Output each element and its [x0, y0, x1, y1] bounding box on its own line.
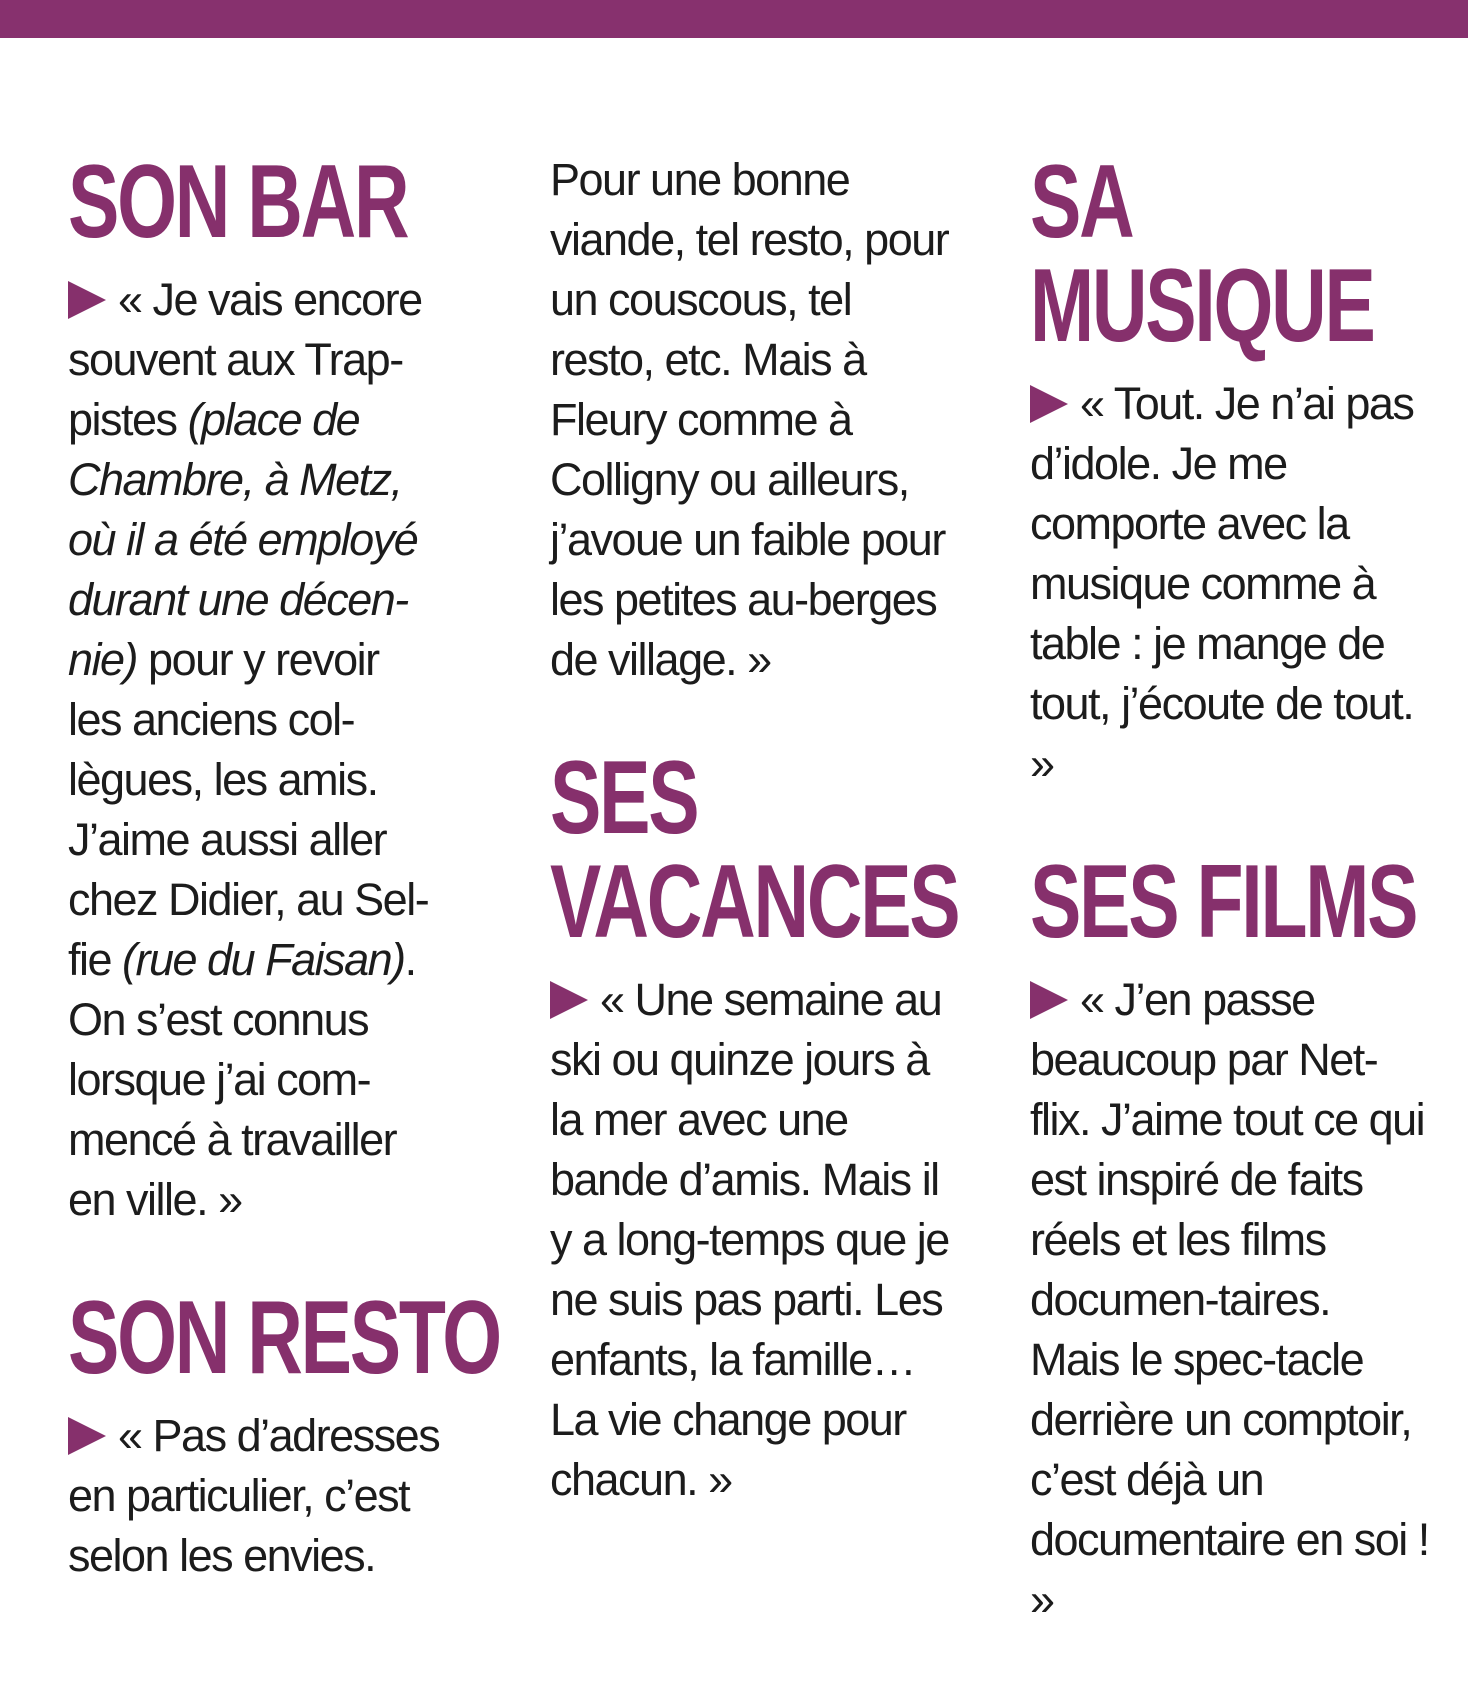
- triangle-marker-icon: [68, 1417, 106, 1455]
- heading-ses-vacances: SES VACANCES: [550, 740, 959, 960]
- column-1: [68, 144, 500, 1642]
- section-ses-films: [1030, 844, 1450, 1630]
- section-son-resto: [68, 1280, 500, 1586]
- column-2: [550, 150, 970, 1566]
- text-son-resto: « Pas d’adresses en particulier, c’est selon les envies.: [68, 1410, 440, 1581]
- text-ses-films: « J’en passe beaucoup par Net-flix. J’aime tout ce qui est inspiré de faits réels et les films documen-taires. Mais le spec-tacle derrière un comptoir, c’est déjà un documentaire en soi ! »: [1030, 974, 1429, 1625]
- text-son-bar: « Je vais encore souvent aux Trap-pistes (place de Chambre, à Metz, où il a été employé durant une décen-nie) pour y revoir les anciens col-lègues, les amis. J’aime aussi aller chez Didier, au Sel-fie (rue du Faisan). On s’est connus lorsque j’ai com-mencé à travailler en ville. »: [68, 274, 429, 1225]
- triangle-marker-icon: [1030, 385, 1068, 423]
- heading-sa-musique: SA MUSIQUE: [1030, 144, 1374, 364]
- triangle-marker-icon: [1030, 981, 1068, 1019]
- triangle-marker-icon: [550, 981, 588, 1019]
- text-sa-musique: « Tout. Je n’ai pas d’idole. Je me comporte avec la musique comme à table : je mange de tout, j’écoute de tout. »: [1030, 378, 1414, 789]
- section-sa-musique: [1030, 144, 1450, 794]
- text-son-resto-continued: Pour une bonne viande, tel resto, pour un couscous, tel resto, etc. Mais à Fleury comme à Colligny ou ailleurs, j’avoue un faible pour les petites au-berges de village. »: [550, 154, 949, 685]
- section-son-bar: [68, 144, 488, 1230]
- top-color-bar: [0, 0, 1468, 38]
- heading-ses-films: SES FILMS: [1030, 844, 1417, 960]
- column-3: [1030, 144, 1450, 1686]
- text-ses-vacances: « Une semaine au ski ou quinze jours à la mer avec une bande d’amis. Mais il y a long-temps que je ne suis pas parti. Les enfants, la famille… La vie change pour chacun. »: [550, 974, 949, 1505]
- heading-son-resto: SON RESTO: [68, 1280, 500, 1396]
- heading-son-bar: SON BAR: [68, 144, 408, 260]
- triangle-marker-icon: [68, 281, 106, 319]
- section-ses-vacances: [550, 740, 970, 1510]
